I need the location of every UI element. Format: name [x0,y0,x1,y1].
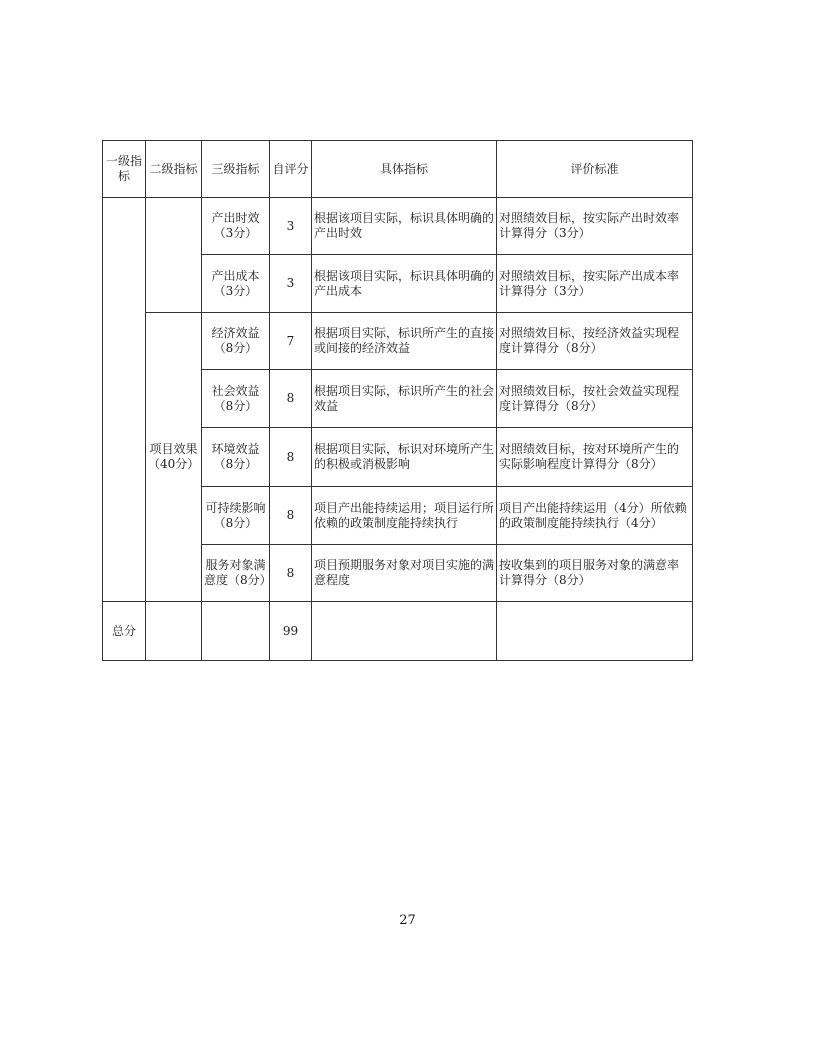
total-row [103,602,693,661]
score-cell: 3 [270,255,312,313]
level3-cell: 社会效益（8分） [202,370,270,428]
level3-cell: 环境效益（8分） [202,428,270,487]
criteria-cell: 对照绩效目标，按对环境所产生的实际影响程度计算得分（8分） [497,428,693,487]
indicator-cell: 根据项目实际，标识所产生的社会效益 [312,370,497,428]
level3-cell: 产出成本（3分） [202,255,270,313]
criteria-cell: 项目产出能持续运用（4分）所依赖的政策制度能持续执行（4分） [497,487,693,545]
total-score: 99 [270,602,312,661]
evaluation-table [102,140,693,661]
table-row [103,313,693,370]
total-level2-empty [146,602,202,661]
criteria-cell: 对照绩效目标，按社会效益实现程度计算得分（8分） [497,370,693,428]
score-cell: 8 [270,487,312,545]
page-number: 27 [399,913,416,928]
total-level3-empty [202,602,270,661]
level3-cell: 可持续影响（8分） [202,487,270,545]
score-cell: 3 [270,198,312,255]
criteria-cell: 按收集到的项目服务对象的满意率计算得分（8分） [497,545,693,602]
indicator-cell: 根据该项目实际，标识具体明确的产出成本 [312,255,497,313]
level3-cell: 经济效益（8分） [202,313,270,370]
header-indicator: 具体指标 [312,141,497,198]
table-row [103,198,693,255]
indicator-cell: 项目产出能持续运用；项目运行所依赖的政策制度能持续执行 [312,487,497,545]
total-criteria-empty [497,602,693,661]
score-cell: 8 [270,370,312,428]
table-header-row [103,141,693,198]
total-indicator-empty [312,602,497,661]
level1-cell-empty [103,198,146,602]
indicator-cell: 项目预期服务对象对项目实施的满意程度 [312,545,497,602]
criteria-cell: 对照绩效目标，按实际产出成本率计算得分（3分） [497,255,693,313]
header-level3: 三级指标 [202,141,270,198]
level2-cell-empty [146,198,202,313]
criteria-cell: 对照绩效目标，按经济效益实现程度计算得分（8分） [497,313,693,370]
header-level1: 一级指标 [103,141,146,198]
indicator-cell: 根据项目实际，标识所产生的直接或间接的经济效益 [312,313,497,370]
header-level2: 二级指标 [146,141,202,198]
score-cell: 8 [270,545,312,602]
score-cell: 7 [270,313,312,370]
header-criteria: 评价标准 [497,141,693,198]
indicator-cell: 根据该项目实际，标识具体明确的产出时效 [312,198,497,255]
total-label: 总分 [103,602,146,661]
criteria-cell: 对照绩效目标，按实际产出时效率计算得分（3分） [497,198,693,255]
header-self-score: 自评分 [270,141,312,198]
indicator-cell: 根据项目实际，标识对环境所产生的积极或消极影响 [312,428,497,487]
score-cell: 8 [270,428,312,487]
level2-project-effect: 项目效果（40分） [146,313,202,602]
evaluation-table-container [102,140,693,661]
level3-cell: 产出时效（3分） [202,198,270,255]
level3-cell: 服务对象满意度（8分） [202,545,270,602]
